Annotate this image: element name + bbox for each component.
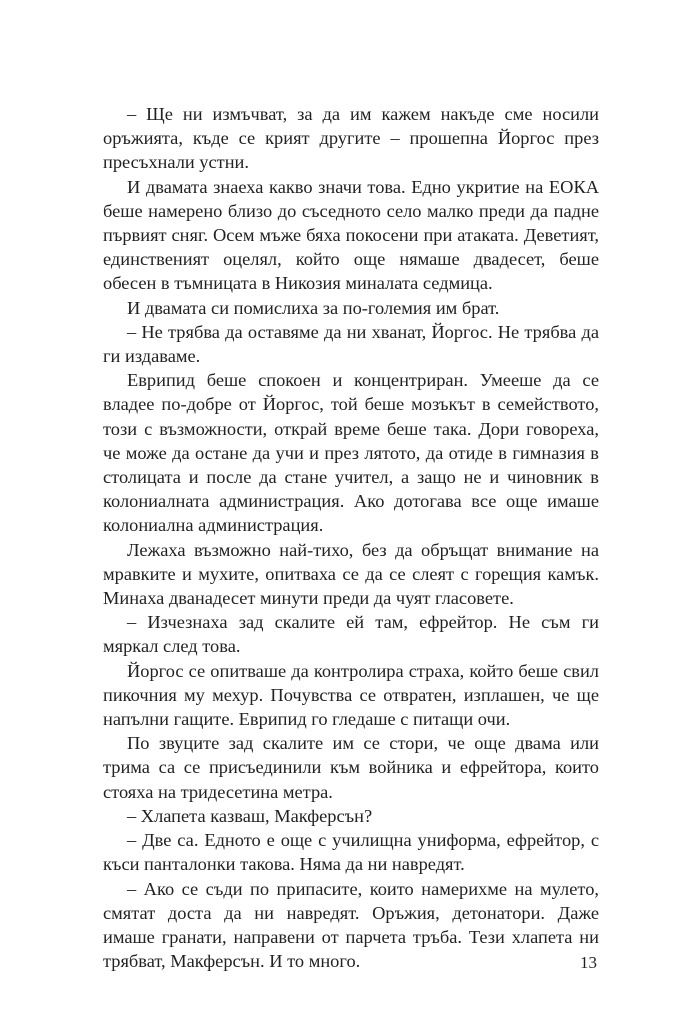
paragraph: – Изчезнаха зад скалите ей там, ефрейтор. Не съм ги мяркал след това. <box>103 612 599 657</box>
paragraph: И двамата знаеха какво значи това. Едно укритие на ЕОКА беше намерено близо до съседното село малко преди да падне първият сняг. Осем мъже бяха покосени при атаката. Деветият, единственият оцелял, който още нямаше двадесет, беше обесен в тъмницата в Никозия миналата седмица. <box>103 176 599 294</box>
paragraph: Лежаха възможно най-тихо, без да обръщат внимание на мравките и мухите, опитваха се да се слеят с горещия камък. Минаха дванадесет минути преди да чуят гласовете. <box>103 539 599 609</box>
paragraph: – Не трябва да оставяме да ни хванат, Йоргос. Не трябва да ги издаваме. <box>103 321 599 367</box>
paragraph: – Две са. Едното е още с училищна униформа, ефрейтор, с къси панталонки такова. Няма да ни навредят. <box>103 830 599 875</box>
page-number: 13 <box>580 953 597 972</box>
paragraph: – Ще ни измъчват, за да им кажем накъде сме носили оръжията, къде се крият другите – прошепна Йоргос през пресъхнали устни. <box>103 104 599 173</box>
paragraph: Йоргос се опитваше да контролира страха, който беше свил пикочния му мехур. Почувства се отвратен, изплашен, че ще напълни гащите. Еврипид го гледаше с питащи очи. <box>103 660 599 730</box>
paragraph: – Хлапета казваш, Макферсън? <box>127 805 373 826</box>
paragraph: И двамата си помислиха за по-големия им брат. <box>127 297 500 318</box>
body-text <box>103 102 599 973</box>
paragraph: По звуците зад скалите им се стори, че още двама или трима са се присъединили към войника и ефрейтора, които стояха на тридесетина метра. <box>103 733 599 802</box>
paragraph: – Ако се съди по припасите, които намерихме на мулето, смятат доста да ни навредят. Оръжия, детонатори. Даже имаше гранати, направени от парчета тръба. Тези хлапета ни трябват, Макферсън. И то много. <box>103 878 599 972</box>
paragraph: Еврипид беше спокоен и концентриран. Умееше да се владее по-добре от Йоргос, той беше мозъкът в семейството, този с възможности, открай време беше така. Дори говореха, че може да остане да учи и през лятото, да отиде в гимназия в столицата и после да стане учител, а защо не и чиновник в колониалната администрация. Ако дотогава все още имаше колониална администрация. <box>103 370 599 536</box>
